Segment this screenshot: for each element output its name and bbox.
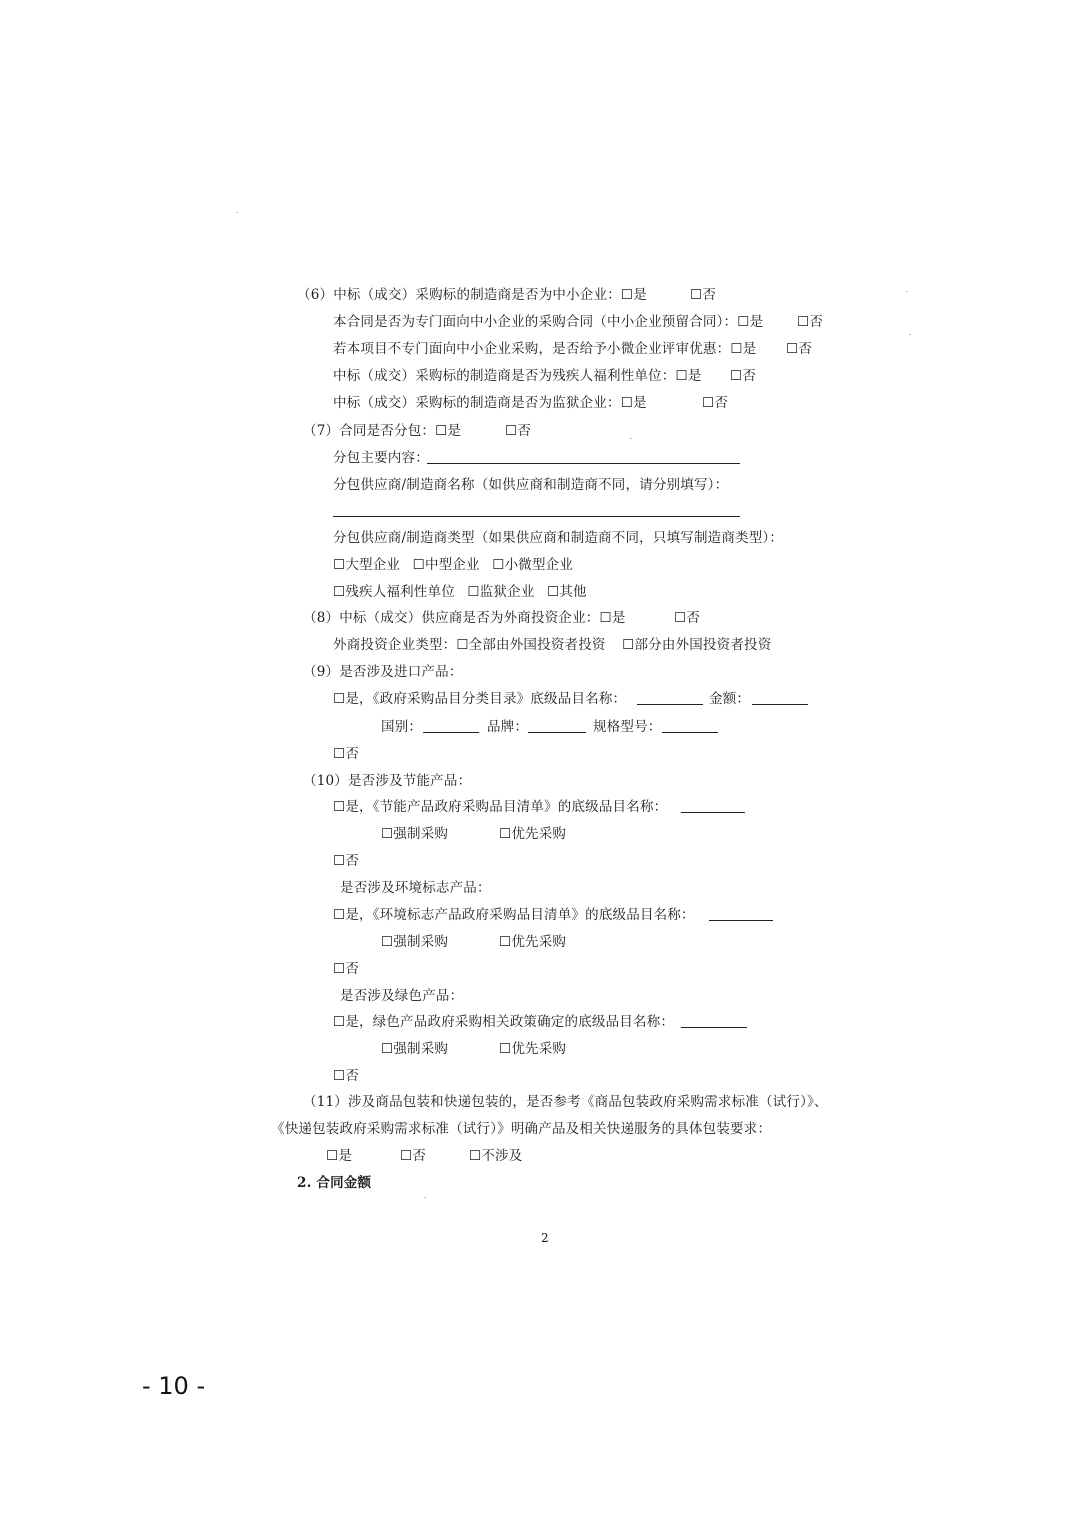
checkbox-icon[interactable]: ☐ — [456, 637, 469, 653]
option-small-micro: 小微型企业 — [504, 557, 574, 573]
option-no: 否 — [714, 395, 729, 411]
s6-line-reserved-no — [797, 313, 823, 331]
s10-energy-yes-text: 是，《节能产品政府采购品目清单》的底级品目名称： — [345, 799, 668, 815]
s8-line-foreign-no — [674, 609, 700, 627]
option-mandatory: 强制采购 — [393, 934, 449, 950]
checkbox-icon[interactable]: ☐ — [381, 934, 394, 950]
s9-title: （9）是否涉及进口产品： — [303, 664, 463, 680]
option-priority: 优先采购 — [511, 1041, 567, 1057]
option-no: 否 — [742, 368, 757, 384]
s10-green-mandatory — [381, 1040, 448, 1058]
option-no: 否 — [345, 961, 360, 977]
checkbox-icon[interactable]: ☐ — [786, 341, 799, 357]
s10-env-item-field[interactable] — [709, 920, 773, 921]
option-medium: 中型企业 — [424, 557, 480, 573]
s10-env-mandatory — [381, 933, 448, 951]
option-yes: 是 — [633, 287, 647, 303]
s7-line-subcontract — [303, 422, 461, 440]
checkbox-icon[interactable]: ☐ — [730, 368, 743, 384]
s6-question-sme: （6）中标（成交）采购标的制造商是否为中小企业： — [297, 287, 621, 303]
option-partial-foreign: 部分由外国投资者投资 — [634, 637, 772, 653]
checkbox-icon[interactable]: ☐ — [620, 395, 634, 411]
s10-green-priority — [499, 1040, 566, 1058]
s10-green-yes-line — [333, 1013, 674, 1031]
s6-line-reserved — [333, 313, 763, 331]
option-no: 否 — [702, 287, 717, 303]
option-large: 大型企业 — [345, 557, 401, 573]
checkbox-icon[interactable]: ☐ — [412, 557, 425, 573]
s7-content-field[interactable] — [427, 463, 740, 464]
checkbox-icon[interactable]: ☐ — [333, 584, 346, 600]
option-no: 否 — [517, 423, 532, 439]
checkbox-icon[interactable]: ☐ — [333, 961, 346, 977]
option-full-foreign: 全部由外国投资者投资 — [468, 637, 606, 653]
s9-item-field[interactable] — [637, 704, 703, 705]
s10-green-yes-text: 是，绿色产品政府采购相关政策确定的底级品目名称： — [345, 1014, 675, 1030]
checkbox-icon[interactable]: ☐ — [622, 637, 635, 653]
checkbox-icon[interactable]: ☐ — [467, 584, 480, 600]
s6-line-preference-no — [786, 340, 812, 358]
s10-green-title: 是否涉及绿色产品： — [340, 988, 464, 1004]
s9-model-field[interactable] — [662, 732, 718, 733]
s6-line-preference — [333, 340, 756, 358]
option-mandatory: 强制采购 — [393, 826, 449, 842]
option-no: 否 — [798, 341, 813, 357]
s8-type-line — [333, 636, 771, 654]
s11-line-2: 《快递包装政府采购需求标准（试行）》明确产品及相关快递服务的具体包装要求： — [271, 1121, 772, 1137]
s10-energy-mandatory — [381, 825, 448, 843]
s9-yes-line — [333, 690, 626, 708]
option-yes: 是 — [447, 423, 462, 439]
s6-question-disabled: 中标（成交）采购标的制造商是否为残疾人福利性单位： — [333, 368, 676, 384]
s6-line-sme — [297, 286, 647, 304]
option-yes: 是 — [611, 610, 626, 626]
option-disabled-welfare: 残疾人福利性单位 — [345, 584, 455, 600]
s6-line-disabled — [333, 367, 702, 385]
s9-brand-label: 品牌： — [487, 719, 529, 735]
checkbox-icon[interactable]: ☐ — [499, 826, 512, 842]
checkbox-icon[interactable]: ☐ — [547, 584, 560, 600]
s6-question-prison: 中标（成交）采购标的制造商是否为监狱企业： — [333, 395, 621, 411]
option-mandatory: 强制采购 — [393, 1041, 449, 1057]
option-other: 其他 — [559, 584, 587, 600]
s11-not-involved — [469, 1147, 522, 1165]
checkbox-icon[interactable]: ☐ — [333, 853, 346, 869]
s10-title: （10）是否涉及节能产品： — [303, 773, 472, 789]
s10-env-title: 是否涉及环境标志产品： — [340, 880, 491, 896]
checkbox-icon[interactable]: ☐ — [333, 746, 346, 762]
document-page-footer: - 10 - — [142, 1372, 206, 1400]
s7-types-row-2 — [333, 583, 587, 601]
checkbox-icon[interactable]: ☐ — [435, 423, 448, 439]
s10-green-no — [333, 1067, 359, 1085]
s11-yes — [326, 1147, 352, 1165]
checkbox-icon[interactable]: ☐ — [620, 287, 634, 303]
s8-question: （8）中标（成交）供应商是否为外商投资企业： — [303, 610, 600, 626]
checkbox-icon[interactable]: ☐ — [333, 557, 346, 573]
s9-amount-label: 金额： — [709, 691, 751, 707]
checkbox-icon[interactable]: ☐ — [469, 1148, 482, 1164]
s9-country-label: 国别： — [381, 719, 423, 735]
s9-brand-field[interactable] — [528, 732, 586, 733]
s9-yes-text: 是，《政府采购品目分类目录》底级品目名称： — [345, 691, 627, 707]
option-no: 否 — [412, 1148, 427, 1164]
s9-model-label: 规格型号： — [593, 719, 662, 735]
option-prison: 监狱企业 — [479, 584, 535, 600]
checkbox-icon[interactable]: ☐ — [333, 907, 346, 923]
checkbox-icon[interactable]: ☐ — [381, 1041, 394, 1057]
option-yes: 是 — [749, 314, 764, 330]
s10-green-item-field[interactable] — [681, 1027, 747, 1028]
s10-env-yes-line — [333, 906, 695, 924]
s11-no — [400, 1147, 426, 1165]
checkbox-icon[interactable]: ☐ — [505, 423, 518, 439]
s10-energy-no — [333, 852, 359, 870]
s7-content-label: 分包主要内容： — [333, 450, 429, 466]
section-contract-amount-heading: 2. 合同金额 — [297, 1175, 372, 1191]
s10-env-no — [333, 960, 359, 978]
s8-line-foreign — [303, 609, 626, 627]
checkbox-icon[interactable]: ☐ — [702, 395, 715, 411]
page-number: 2 — [541, 1231, 549, 1245]
s10-env-priority — [499, 933, 566, 951]
s7-name-label: 分包供应商/制造商名称（如供应商和制造商不同，请分别填写）： — [333, 477, 729, 493]
option-no: 否 — [686, 610, 701, 626]
checkbox-icon[interactable]: ☐ — [381, 826, 394, 842]
s7-name-field[interactable] — [333, 516, 740, 517]
option-yes: 是 — [742, 341, 757, 357]
option-no: 否 — [345, 1068, 360, 1084]
s10-energy-priority — [499, 825, 566, 843]
checkbox-icon[interactable]: ☐ — [333, 691, 346, 707]
s9-country-field[interactable] — [423, 732, 479, 733]
checkbox-icon[interactable]: ☐ — [797, 314, 810, 330]
s6-line-sme-no — [690, 286, 716, 304]
checkbox-icon[interactable]: ☐ — [333, 1014, 346, 1030]
s10-energy-yes-line — [333, 798, 667, 816]
s8-type-label: 外商投资企业类型： — [333, 637, 457, 653]
s9-no-line — [333, 745, 359, 763]
checkbox-icon[interactable]: ☐ — [675, 368, 688, 384]
checkbox-icon[interactable]: ☐ — [690, 287, 703, 303]
s7-type-label: 分包供应商/制造商类型（如果供应商和制造商不同，只填写制造商类型）： — [333, 530, 784, 546]
checkbox-icon[interactable]: ☐ — [599, 610, 612, 626]
s9-amount-field[interactable] — [752, 704, 808, 705]
s10-env-yes-text: 是，《环境标志产品政府采购品目清单》的底级品目名称： — [345, 907, 695, 923]
option-no: 否 — [345, 853, 360, 869]
option-yes: 是 — [687, 368, 702, 384]
s7-line-subcontract-no — [505, 422, 531, 440]
s10-energy-item-field[interactable] — [681, 812, 745, 813]
option-no: 否 — [809, 314, 824, 330]
s7-question: （7）合同是否分包： — [303, 423, 436, 439]
option-no: 否 — [345, 746, 360, 762]
s6-question-preference: 若本项目不专门面向中小企业采购，是否给予小微企业评审优惠： — [333, 341, 731, 357]
option-yes: 是 — [338, 1148, 353, 1164]
checkbox-icon[interactable]: ☐ — [499, 934, 512, 950]
checkbox-icon[interactable]: ☐ — [674, 610, 687, 626]
option-not-involved: 不涉及 — [481, 1148, 523, 1164]
checkbox-icon[interactable]: ☐ — [333, 1068, 346, 1084]
checkbox-icon[interactable]: ☐ — [333, 799, 346, 815]
checkbox-icon[interactable]: ☐ — [400, 1148, 413, 1164]
option-yes: 是 — [633, 395, 647, 411]
s6-line-prison-no — [702, 394, 728, 412]
checkbox-icon[interactable]: ☐ — [730, 341, 743, 357]
s6-line-disabled-no — [730, 367, 756, 385]
checkbox-icon[interactable]: ☐ — [499, 1041, 512, 1057]
checkbox-icon[interactable]: ☐ — [492, 557, 505, 573]
checkbox-icon[interactable]: ☐ — [326, 1148, 339, 1164]
option-priority: 优先采购 — [511, 934, 567, 950]
option-priority: 优先采购 — [511, 826, 567, 842]
s7-types-row-1 — [333, 556, 573, 574]
s6-line-prison — [333, 394, 647, 412]
s6-question-reserved: 本合同是否为专门面向中小企业的采购合同（中小企业预留合同）： — [333, 314, 738, 330]
s11-line-1: （11）涉及商品包装和快递包装的，是否参考《商品包装政府采购需求标准（试行）》、 — [303, 1094, 828, 1110]
checkbox-icon[interactable]: ☐ — [737, 314, 750, 330]
